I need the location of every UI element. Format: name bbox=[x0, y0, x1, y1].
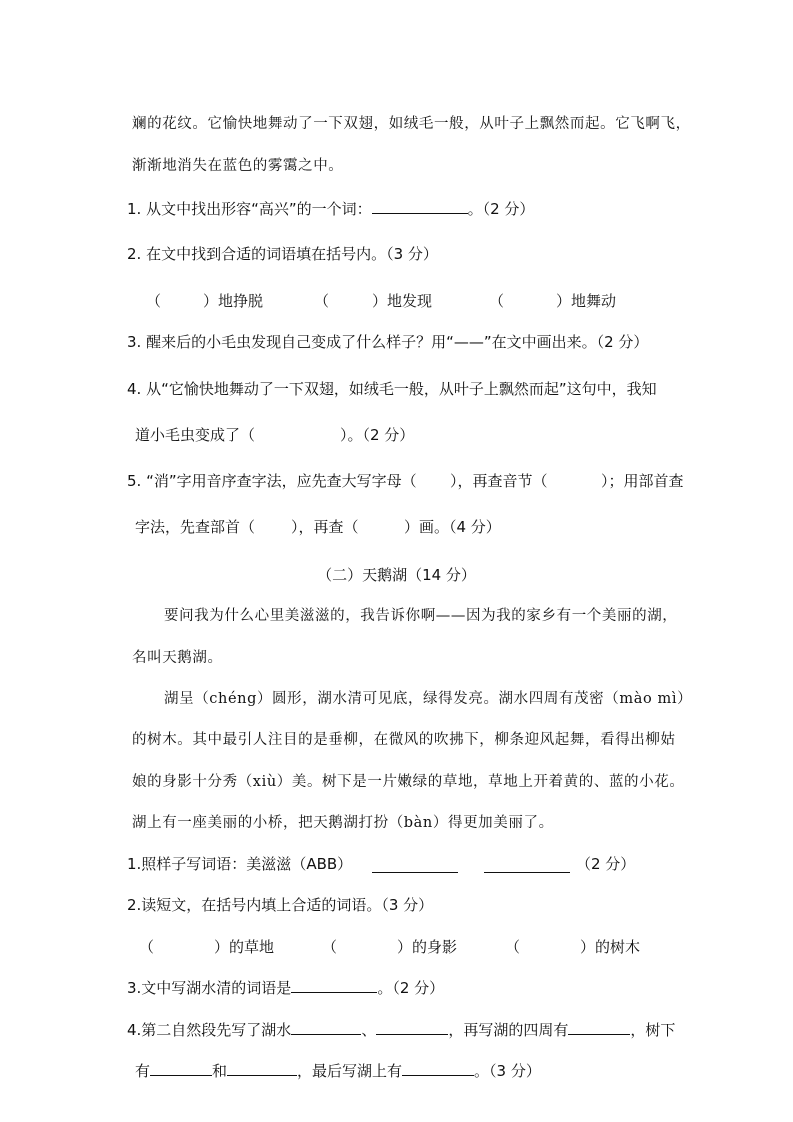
passage2-p2-line2: 的树木。其中最引人注目的是垂柳，在微风的吹拂下，柳条迎风起舞，看得出柳姑 bbox=[132, 732, 676, 748]
answer-blank[interactable] bbox=[376, 1019, 448, 1035]
fill-open: （ bbox=[146, 292, 162, 310]
s2-question-4-text: 。（3 分） bbox=[474, 1062, 541, 1080]
fill-open: （ bbox=[489, 292, 505, 310]
question-1 bbox=[127, 198, 793, 220]
s2-question-2: 2.读短文，在括号内填上合适的词语。（3 分） bbox=[127, 896, 434, 914]
fill-open: （ bbox=[139, 938, 155, 956]
question-1-text: 1. 从文中找出形容“高兴”的一个词： bbox=[127, 200, 372, 218]
section-2-heading: （二）天鹅湖（14 分） bbox=[317, 566, 476, 584]
question-5-text: ），再查（ bbox=[291, 518, 359, 536]
fill-open: （ bbox=[322, 938, 338, 956]
answer-blank[interactable] bbox=[150, 1060, 212, 1076]
question-2: 2. 在文中找到合适的词语填在括号内。（3 分） bbox=[127, 245, 438, 263]
answer-blank[interactable] bbox=[227, 1060, 297, 1076]
s2-question-3-tail: 。（2 分） bbox=[377, 979, 445, 997]
s2-question-3-text: 3.文中写湖水清的词语是 bbox=[127, 979, 292, 997]
s2-question-4-text: 、 bbox=[361, 1021, 377, 1039]
s2-question-1-tail: （2 分） bbox=[576, 855, 636, 873]
fill-label: ）的树木 bbox=[580, 938, 641, 956]
question-3: 3. 醒来后的小毛虫发现自己变成了什么样子？用“——”在文中画出来。（2 分） bbox=[127, 333, 649, 351]
s2-question-4-text: 有 bbox=[135, 1062, 151, 1080]
passage2-p2-line4: 湖上有一座美丽的小桥，把天鹅湖打扮（bàn）得更加美丽了。 bbox=[132, 815, 554, 831]
s2-question-4-line2 bbox=[135, 1060, 793, 1082]
passage1-line2: 渐渐地消失在蓝色的雾霭之中。 bbox=[132, 158, 344, 174]
fill-label: ）地发现 bbox=[372, 292, 433, 310]
fill-label: ）的草地 bbox=[214, 938, 275, 956]
s2-question-4-text: ，树下 bbox=[630, 1021, 676, 1039]
passage2-p2-line1: 湖呈（chéng）圆形，湖水清可见底，绿得发亮。湖水四周有茂密（mào mì） bbox=[164, 691, 693, 707]
fill-label: ）的身影 bbox=[397, 938, 458, 956]
fill-open: （ bbox=[505, 938, 521, 956]
fill-open: （ bbox=[314, 292, 330, 310]
question-4-tail: ）。（2 分） bbox=[340, 426, 415, 444]
s2-question-4-line1 bbox=[127, 1019, 793, 1041]
answer-blank[interactable] bbox=[568, 1019, 630, 1035]
passage2-p1-line2: 名叫天鹅湖。 bbox=[132, 650, 223, 666]
answer-blank[interactable] bbox=[402, 1060, 474, 1076]
answer-blank[interactable] bbox=[291, 977, 377, 993]
s2-question-4-text: ，再写湖的四周有 bbox=[448, 1021, 569, 1039]
question-5-text: ），再查音节（ bbox=[450, 472, 548, 490]
question-5-text: ）画。（4 分） bbox=[404, 518, 501, 536]
question-4-line1: 4. 从“它愉快地舞动了一下双翅，如绒毛一般，从叶子上飘然而起”这句中，我知 bbox=[127, 380, 657, 398]
answer-blank[interactable] bbox=[484, 857, 570, 873]
question-5-text: 字法，先查部首（ bbox=[135, 518, 256, 536]
passage2-p2-line3: 娘的身影十分秀（xiù）美。树下是一片嫩绿的草地，草地上开着黄的、蓝的小花。 bbox=[132, 774, 685, 790]
s2-question-4-text: ，最后写湖上有 bbox=[297, 1062, 403, 1080]
question-5-text: 5. “消”字用音序查字法，应先查大写字母（ bbox=[127, 472, 417, 490]
answer-blank[interactable] bbox=[372, 198, 468, 214]
s2-question-4-text: 4.第二自然段先写了湖水 bbox=[127, 1021, 292, 1039]
question-5-text: ）；用部首查 bbox=[601, 472, 684, 490]
fill-label: ）地挣脱 bbox=[203, 292, 264, 310]
question-4-text: 道小毛虫变成了（ bbox=[135, 426, 256, 444]
fill-label: ）地舞动 bbox=[556, 292, 617, 310]
question-1-tail: 。（2 分） bbox=[467, 200, 535, 218]
answer-blank[interactable] bbox=[372, 857, 458, 873]
answer-blank[interactable] bbox=[291, 1019, 361, 1035]
s2-question-3 bbox=[127, 977, 793, 999]
passage2-p1-line1: 要问我为什么心里美滋滋的，我告诉你啊——因为我的家乡有一个美丽的湖， bbox=[164, 608, 678, 624]
s2-question-1-text: 1.照样子写词语：美滋滋（ABB） bbox=[127, 855, 353, 873]
passage1-line1: 斓的花纹。它愉快地舞动了一下双翅，如绒毛一般，从叶子上飘然而起。它飞啊飞， bbox=[132, 116, 691, 132]
s2-question-4-text: 和 bbox=[212, 1062, 228, 1080]
